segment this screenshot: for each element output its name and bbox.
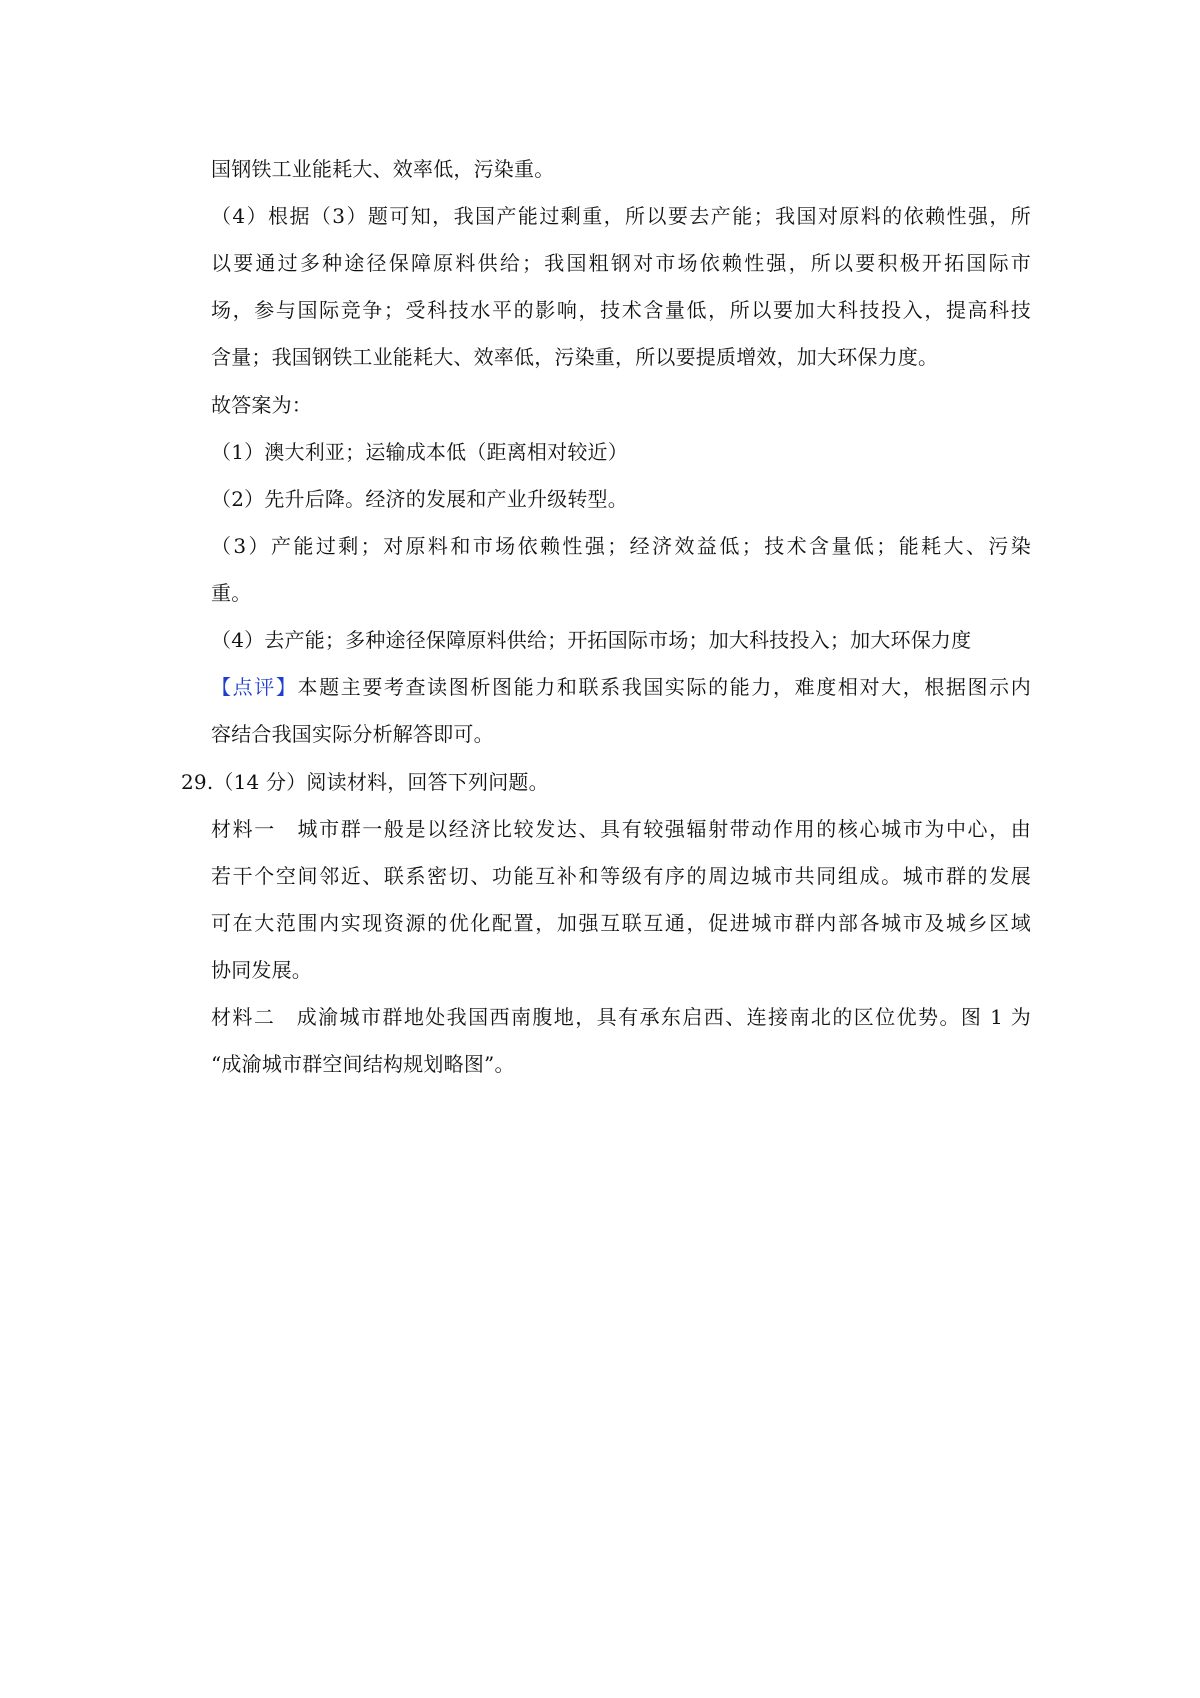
answer-item-3-cont: 重。 <box>211 581 252 605</box>
material-2-line-2: “成渝城市群空间结构规划略图”。 <box>211 1052 515 1076</box>
answer-line-2: （4）根据（3）题可知，我国产能过剩重，所以要去产能；我国对原料的依赖性强，所 <box>211 204 1031 228</box>
answer-line-3: 以要通过多种途径保障原料供给；我国粗钢对市场依赖性强，所以要积极开拓国际市 <box>211 251 1031 275</box>
answer-item-4: （4）去产能；多种途径保障原料供给；开拓国际市场；加大科技投入；加大环保力度 <box>211 628 972 652</box>
answer-line-4: 场，参与国际竞争；受科技水平的影响，技术含量低，所以要加大科技投入，提高科技 <box>211 298 1031 322</box>
comment-tag: 【点评】 <box>211 675 298 699</box>
material-1-line-3: 可在大范围内实现资源的优化配置，加强互联互通，促进城市群内部各城市及城乡区域 <box>211 911 1031 935</box>
comment-text: 本题主要考查读图析图能力和联系我国实际的能力，难度相对大，根据图示内 <box>297 675 1031 699</box>
material-1-line-4: 协同发展。 <box>211 958 312 982</box>
answer-line-1: 国钢铁工业能耗大、效率低，污染重。 <box>211 157 555 181</box>
answer-line-5: 含量；我国钢铁工业能耗大、效率低，污染重，所以要提质增效，加大环保力度。 <box>211 345 939 369</box>
material-1-line-2: 若干个空间邻近、联系密切、功能互补和等级有序的周边城市共同组成。城市群的发展 <box>211 864 1031 888</box>
material-1-line-1: 材料一 城市群一般是以经济比较发达、具有较强辐射带动作用的核心城市为中心，由 <box>211 817 1031 841</box>
answer-item-1: （1）澳大利亚；运输成本低（距离相对较近） <box>211 440 628 464</box>
answer-label: 故答案为： <box>211 393 312 417</box>
question-29-heading: 29.（14 分）阅读材料，回答下列问题。 <box>181 770 549 794</box>
comment-line-2: 容结合我国实际分析解答即可。 <box>211 722 494 746</box>
answer-item-2: （2）先升后降。经济的发展和产业升级转型。 <box>211 487 628 511</box>
material-2-line-1: 材料二 成渝城市群地处我国西南腹地，具有承东启西、连接南北的区位优势。图 1 为 <box>211 1005 1031 1029</box>
answer-item-3: （3）产能过剩；对原料和市场依赖性强；经济效益低；技术含量低；能耗大、污染 <box>211 534 1031 558</box>
comment-line-1 <box>211 672 1031 702</box>
